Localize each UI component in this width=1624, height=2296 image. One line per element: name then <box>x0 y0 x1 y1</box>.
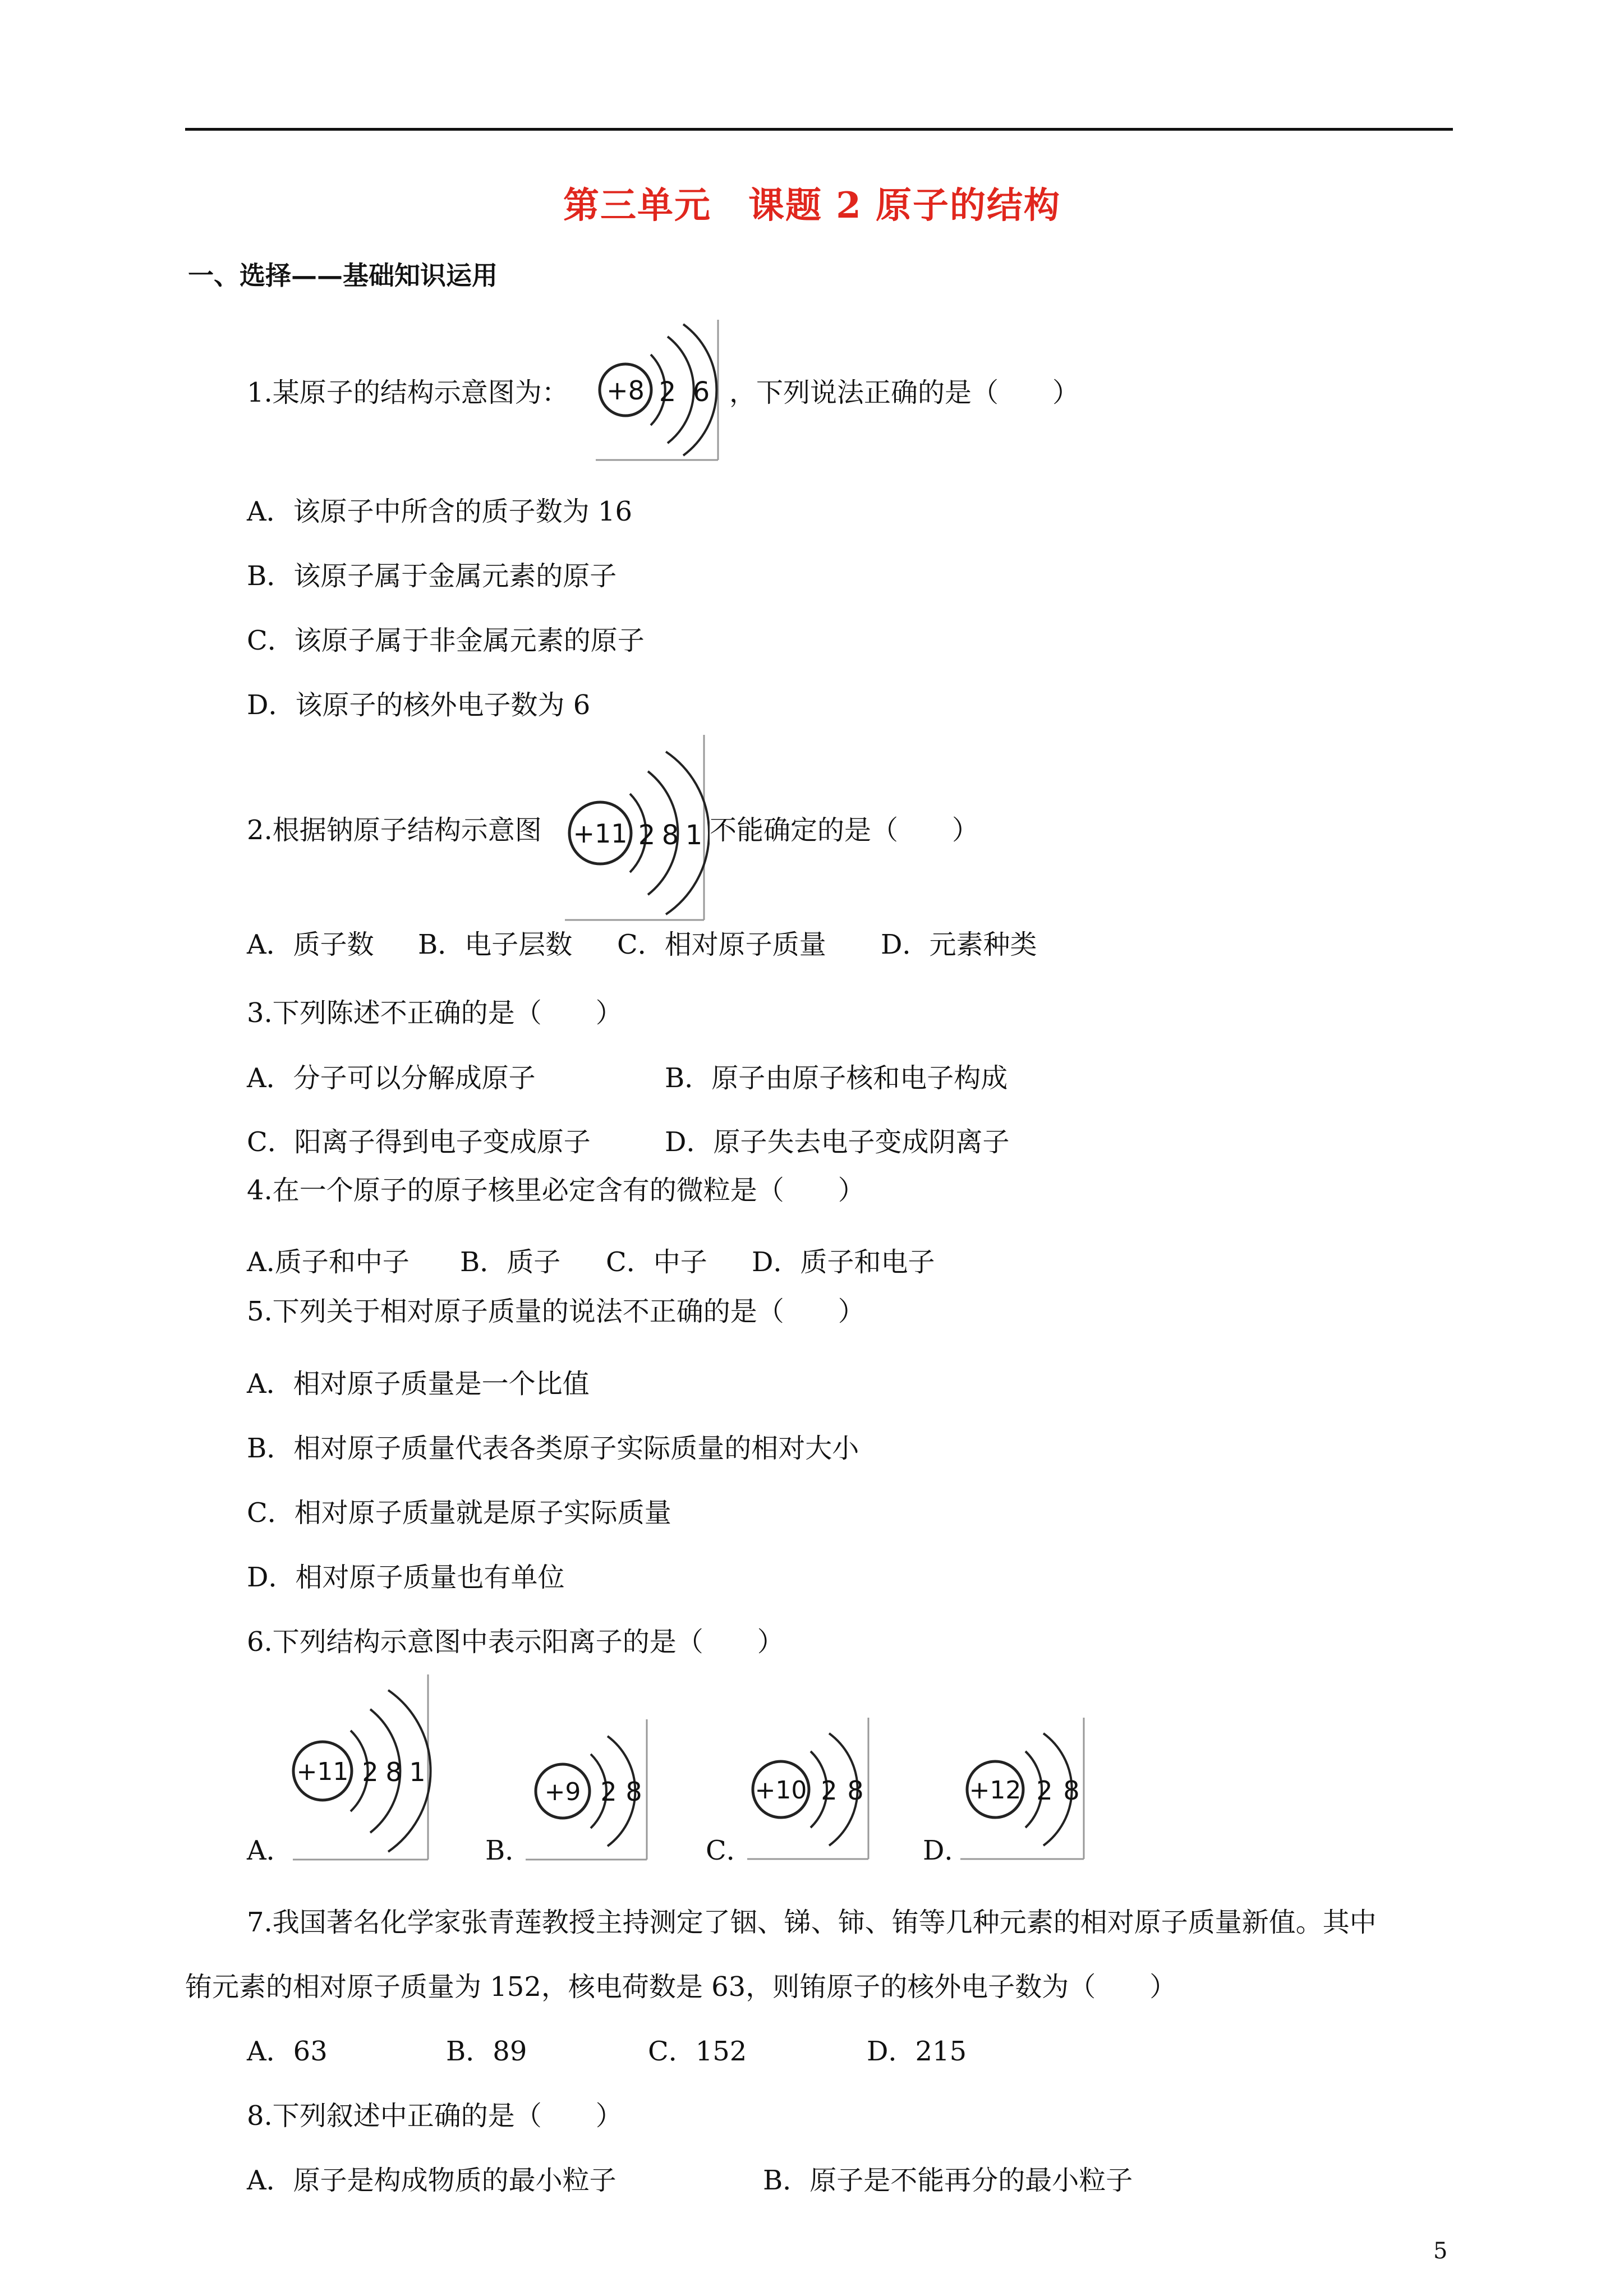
q6-b-shell-1: 2 <box>600 1777 617 1807</box>
q2-option-c: C．相对原子质量 <box>617 929 826 960</box>
q6-option-c-letter: C． <box>706 1835 753 1866</box>
q1-option-c: C．该原子属于非金属元素的原子 <box>247 625 645 656</box>
q6-option-d-letter: D． <box>923 1835 972 1866</box>
q3-stem: 3.下列陈述不正确的是（ ） <box>247 997 623 1029</box>
q6-a-nucleus: +11 <box>296 1757 349 1786</box>
q1-atom-diagram <box>595 320 724 463</box>
q6-a-shell-1: 2 <box>362 1757 379 1787</box>
q2-shell-2: 8 <box>661 820 679 851</box>
q6-b-shell-2: 8 <box>625 1777 642 1807</box>
q6-option-d-diagram <box>959 1718 1088 1862</box>
q6-stem: 6.下列结构示意图中表示阳离子的是（ ） <box>247 1626 784 1658</box>
page-title: 第三单元 课题 2 原子的结构 <box>563 185 1061 227</box>
q6-b-nucleus: +9 <box>544 1778 581 1806</box>
q3-option-d: D．原子失去电子变成阴离子 <box>665 1126 1010 1158</box>
q4-option-a: A.质子和中子 <box>247 1246 410 1278</box>
q3-option-a: A．分子可以分解成原子 <box>247 1062 536 1094</box>
q2-shell-3: 1 <box>685 820 703 851</box>
q3-option-b: B．原子由原子核和电子构成 <box>665 1062 1008 1094</box>
q7-option-c: C．152 <box>648 2036 747 2067</box>
q6-a-shell-2: 8 <box>385 1757 402 1787</box>
q7-option-b: B．89 <box>446 2036 527 2067</box>
q2-option-a: A．质子数 <box>247 929 374 960</box>
q5-option-c: C．相对原子质量就是原子实际质量 <box>247 1497 671 1529</box>
q6-d-shell-1: 2 <box>1036 1775 1053 1806</box>
q6-d-shell-2: 8 <box>1063 1775 1080 1806</box>
q2-option-d: D．元素种类 <box>881 929 1037 960</box>
q7-stem-line-1: 7.我国著名化学家张青莲教授主持测定了铟、锑、铈、铕等几种元素的相对原子质量新值。其中 <box>247 1907 1377 1938</box>
q5-stem: 5.下列关于相对原子质量的说法不正确的是（ ） <box>247 1296 865 1327</box>
q6-a-shell-3: 1 <box>409 1757 426 1787</box>
q7-stem-line-2: 铕元素的相对原子质量为 152，核电荷数是 63，则铕原子的核外电子数为（ ） <box>185 1971 1177 2003</box>
q6-c-nucleus: +10 <box>755 1776 807 1805</box>
q1-option-a: A．该原子中所含的质子数为 16 <box>247 496 633 527</box>
q6-c-shell-1: 2 <box>821 1775 838 1806</box>
q2-sodium-atom-diagram <box>564 735 710 923</box>
header-rule <box>185 128 1453 131</box>
q1-shell-1: 2 <box>659 376 677 408</box>
q4-option-d: D．质子和电子 <box>752 1246 935 1278</box>
q1-nucleus-label: +8 <box>606 375 645 406</box>
q1-option-b: B．该原子属于金属元素的原子 <box>247 560 617 592</box>
q5-option-b: B．相对原子质量代表各类原子实际质量的相对大小 <box>247 1433 859 1464</box>
q4-option-b: B．质子 <box>460 1246 561 1278</box>
q1-stem-a: 1.某原子的结构示意图为： <box>247 377 569 408</box>
q6-option-a-letter: A． <box>247 1835 293 1866</box>
q2-stem-a: 2.根据钠原子结构示意图 <box>247 815 542 846</box>
q6-option-a-diagram <box>292 1674 432 1862</box>
page-number: 5 <box>1433 2238 1448 2264</box>
q7-option-d: D．215 <box>867 2036 967 2067</box>
q1-shell-2: 6 <box>692 376 710 408</box>
q5-option-d: D．相对原子质量也有单位 <box>247 1562 565 1593</box>
q3-option-c: C．阳离子得到电子变成原子 <box>247 1126 591 1158</box>
q5-option-a: A．相对原子质量是一个比值 <box>247 1368 590 1400</box>
q8-option-b: B．原子是不能再分的最小粒子 <box>763 2165 1133 2196</box>
q6-option-b-letter: B． <box>485 1835 532 1866</box>
q1-option-d: D．该原子的核外电子数为 6 <box>247 689 591 721</box>
q2-nucleus-label: +11 <box>573 818 628 849</box>
q4-option-c: C．中子 <box>606 1246 707 1278</box>
q8-stem: 8.下列叙述中正确的是（ ） <box>247 2100 623 2132</box>
q2-option-b: B．电子层数 <box>418 929 573 960</box>
q1-stem-b: ，下列说法正确的是（ ） <box>729 377 1080 408</box>
q6-option-c-diagram <box>746 1718 872 1862</box>
q7-option-a: A．63 <box>247 2036 328 2067</box>
q2-shell-1: 2 <box>638 820 656 851</box>
q8-option-a: A．原子是构成物质的最小粒子 <box>247 2165 617 2196</box>
q6-option-b-diagram <box>525 1719 651 1862</box>
q4-stem: 4.在一个原子的原子核里必定含有的微粒是（ ） <box>247 1175 865 1206</box>
q6-c-shell-2: 8 <box>847 1775 864 1806</box>
q2-stem-b: 不能确定的是（ ） <box>710 815 979 846</box>
q6-d-nucleus: +12 <box>969 1776 1022 1805</box>
section-heading: 一、选择——基础知识运用 <box>188 260 498 291</box>
